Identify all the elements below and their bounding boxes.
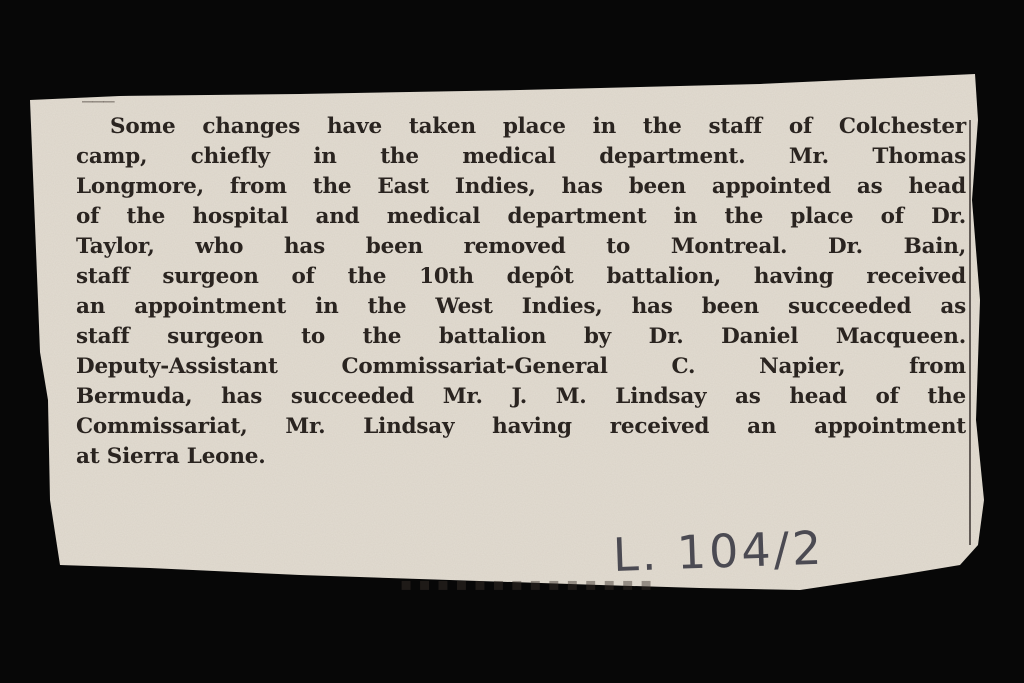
article-line: Bermuda, has succeeded Mr. J. M. Lindsay as head of the <box>76 384 966 409</box>
article-line: staff surgeon of the 10th depôt battalion, having received <box>76 264 966 289</box>
article-line: Taylor, who has been removed to Montreal. Dr. Bain, <box>76 234 966 259</box>
handwritten-reference-note: L. 104/2 <box>612 520 826 582</box>
show-through-bottom: ▪ ▪ ▪ ▪ ▪ ▪ ▪ ▪ ▪ ▪ ▪ ▪ ▪ ▪ <box>400 574 653 590</box>
article-line: Some changes have taken place in the staff of Colchester <box>110 114 966 139</box>
article-line: Longmore, from the East Indies, has been appointed as head <box>76 174 966 199</box>
article-line: an appointment in the West Indies, has been succeeded as <box>76 294 966 319</box>
article-line: Commissariat, Mr. Lindsay having received an appointment <box>76 414 966 439</box>
article-line: camp, chiefly in the medical department. Mr. Thomas <box>76 144 966 169</box>
article-line: staff surgeon to the battalion by Dr. Daniel Macqueen. <box>76 324 966 349</box>
article-line: of the hospital and medical department in the place of Dr. <box>76 204 966 229</box>
show-through-top: ─── <box>82 92 115 106</box>
article-line: Deputy-Assistant Commissariat-General C. Napier, from <box>76 354 966 379</box>
article-text <box>76 112 966 472</box>
article-line: at Sierra Leone. <box>76 444 266 469</box>
